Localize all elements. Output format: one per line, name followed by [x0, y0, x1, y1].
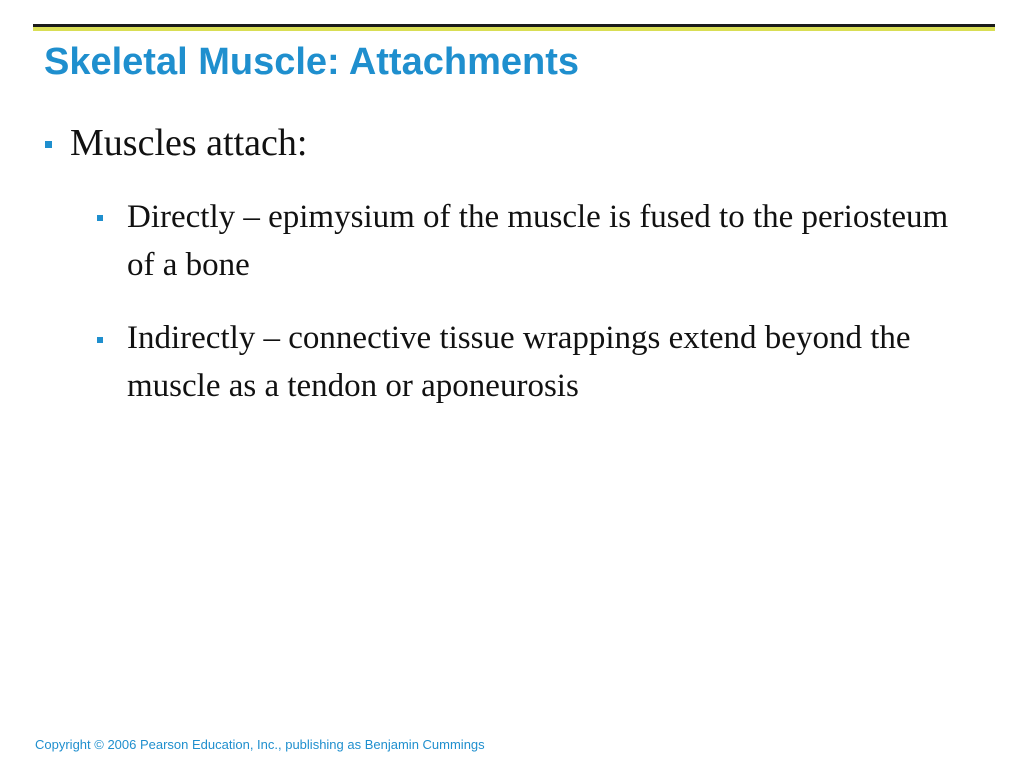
- bullet-text: Muscles attach:: [70, 122, 308, 164]
- sub-bullet-text: Indirectly – connective tissue wrappings extend beyond the muscle as a tendon or aponeurosis: [127, 320, 911, 404]
- square-bullet-icon: [97, 337, 103, 343]
- square-bullet-icon: [97, 215, 103, 221]
- slide-title: Skeletal Muscle: Attachments: [44, 41, 579, 83]
- square-bullet-icon: [45, 141, 52, 148]
- sub-bullet-text: Directly – epimysium of the muscle is fused to the periosteum of a bone: [127, 199, 949, 283]
- copyright-footer: Copyright © 2006 Pearson Education, Inc., publishing as Benjamin Cummings: [35, 737, 485, 752]
- header-rule: [33, 24, 995, 31]
